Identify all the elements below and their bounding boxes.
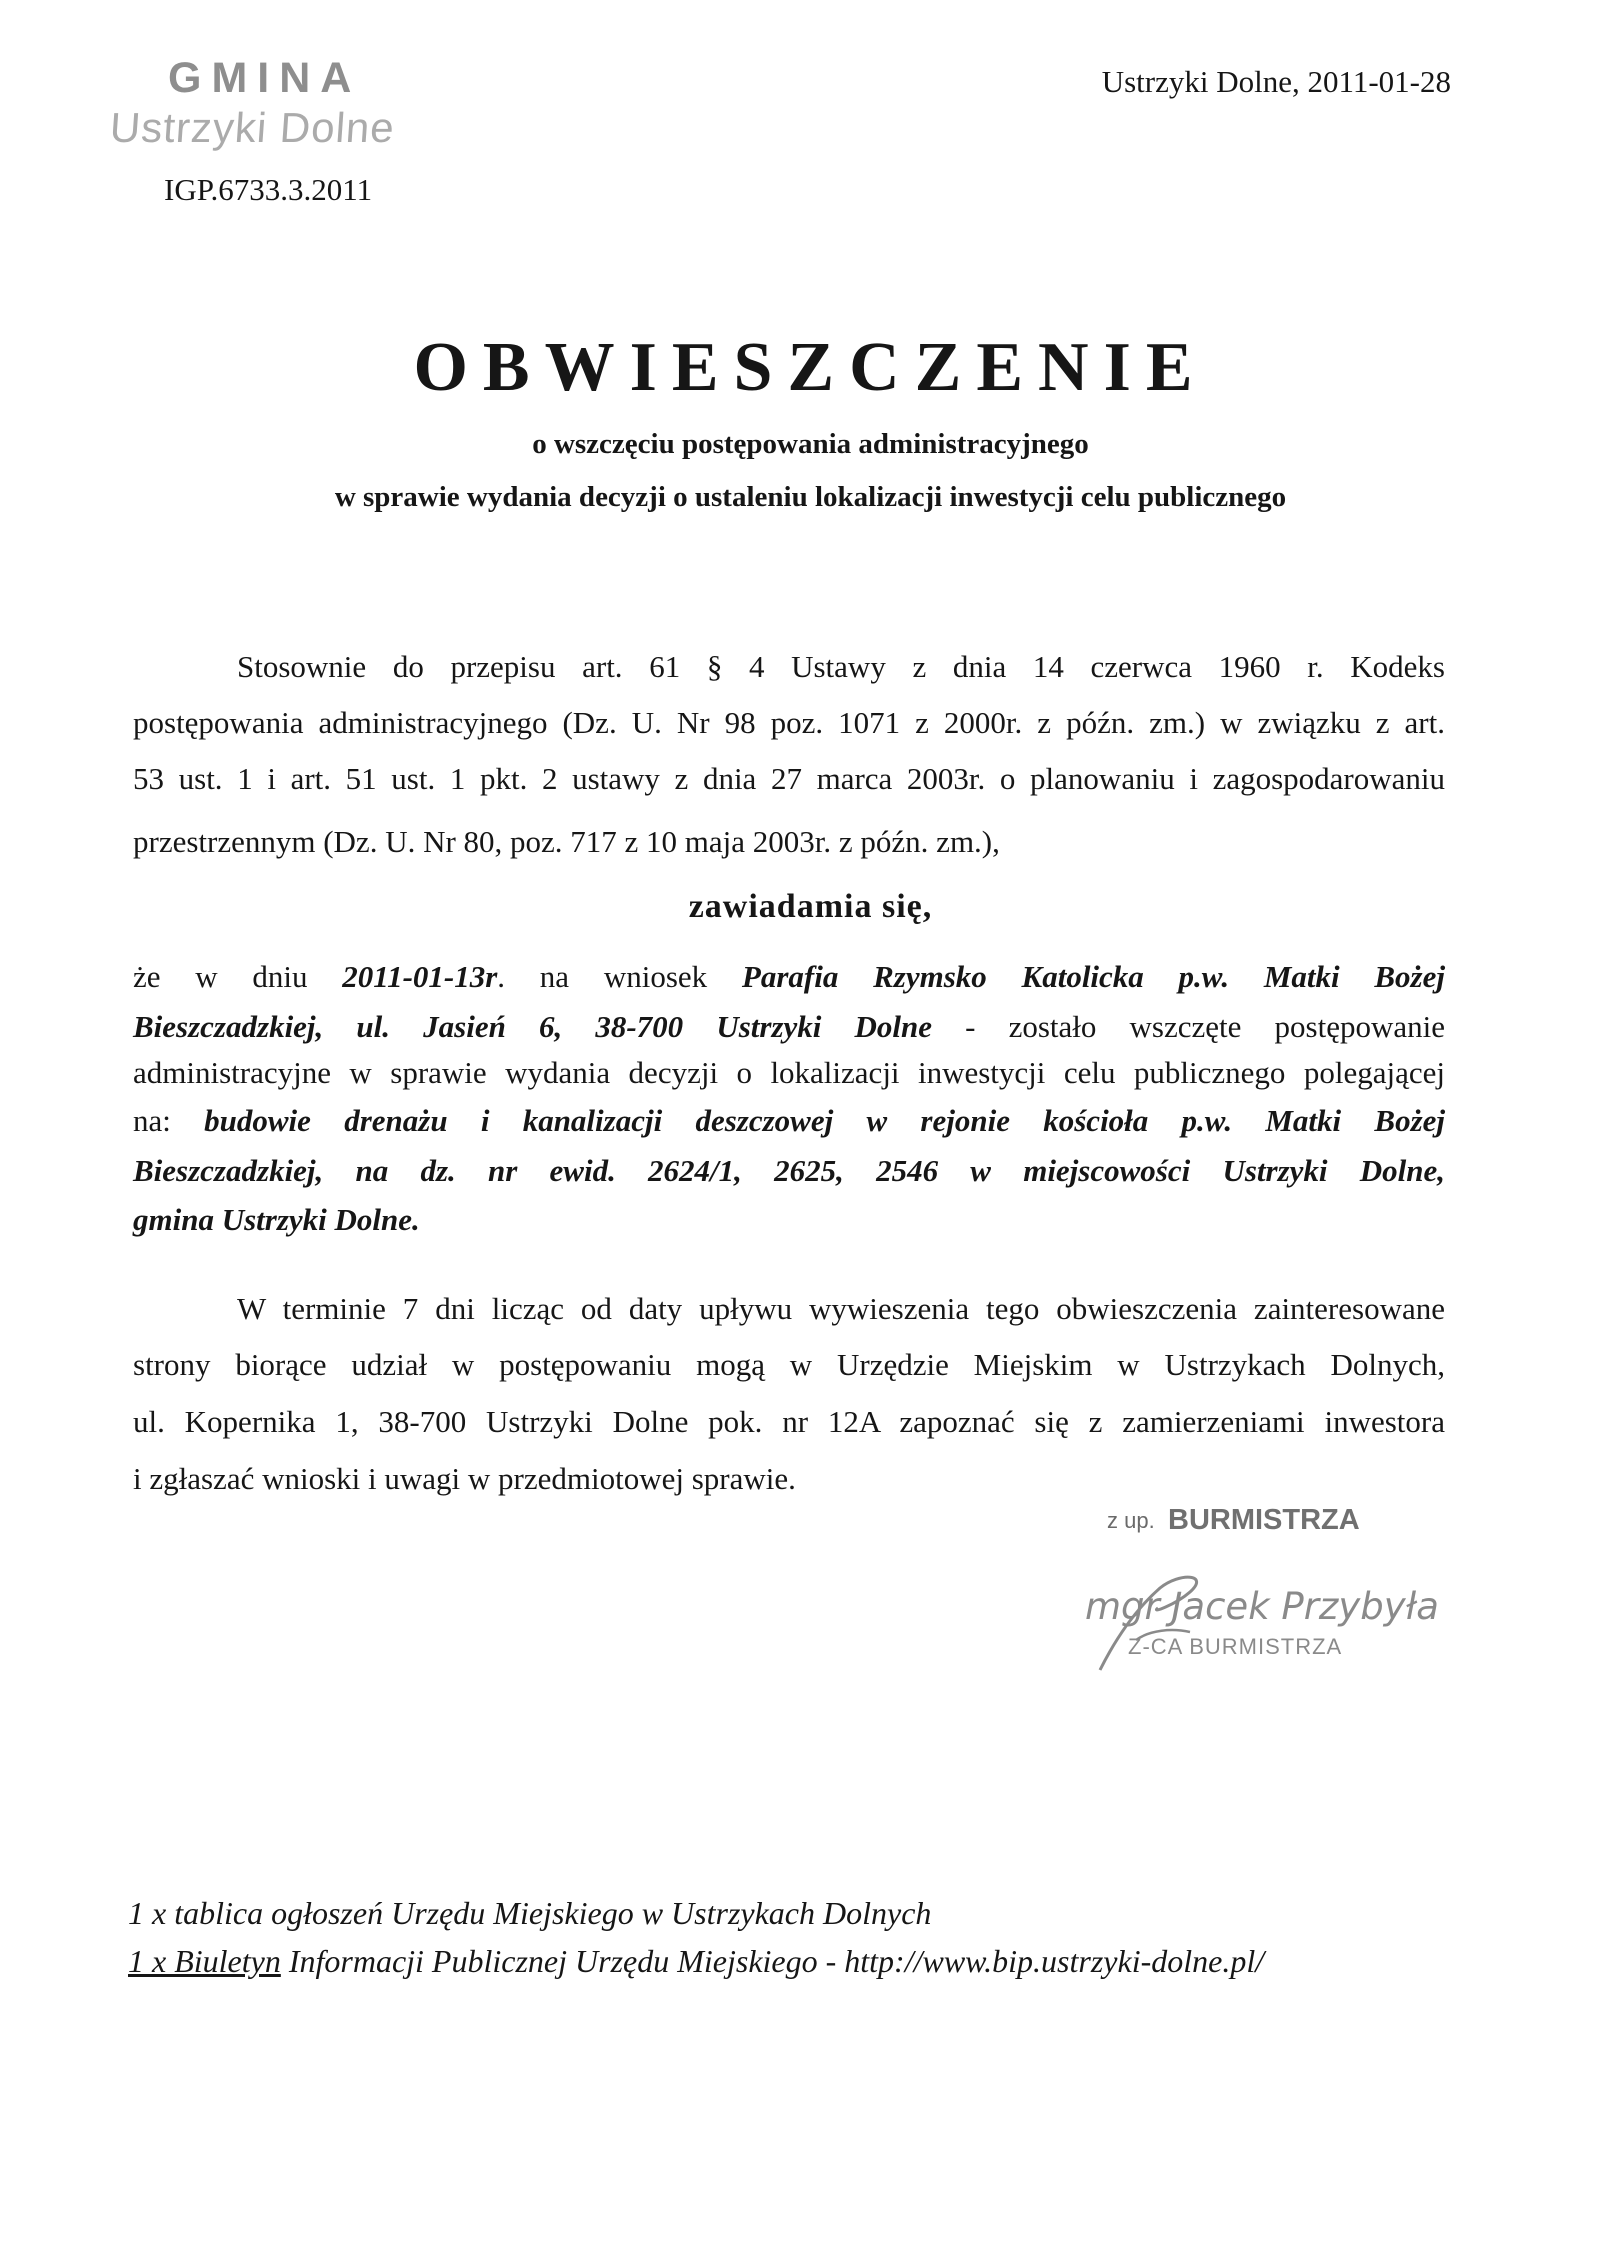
reference-number: IGP.6733.3.2011 [164, 172, 373, 207]
intro-line-3: 53 ust. 1 i art. 51 ust. 1 pkt. 2 ustawy z dnia 27 marca 2003r. o planowaniu i zagospodarowaniu [133, 761, 1445, 796]
deadline-line-1: W terminie 7 dni licząc od daty upływu wywieszenia tego obwieszczenia zainteresowane [237, 1291, 1445, 1326]
signatory-title: Z-CA BURMISTRZA [1128, 1634, 1343, 1659]
signatory-name: mgr Jacek Przybyła [1085, 1585, 1439, 1628]
deadline-line-3: ul. Kopernika 1, 38-700 Ustrzyki Dolne pok. nr 12A zapoznać się z zamierzeniami inwestora [133, 1404, 1445, 1439]
announcement-heading: zawiadamia się, [688, 888, 933, 925]
applicant-name: Parafia Rzymsko Katolicka p.w. Matki Bożej [741, 959, 1445, 994]
investment-scope-2: Bieszczadzkiej, na dz. nr ewid. 2624/1, 2625, 2546 w miejscowości Ustrzyki Dolne, [133, 1153, 1445, 1188]
investment-scope-3: gmina Ustrzyki Dolne. [133, 1202, 420, 1237]
application-date: 2011-01-13r [342, 959, 498, 994]
distribution-line-1: 1 x tablica ogłoszeń Urzędu Miejskiego w Ustrzykach Dolnych [128, 1895, 932, 1931]
notice-line-1 [133, 957, 1445, 997]
investment-prefix: na: [133, 1103, 205, 1138]
document-title: OBWIESZCZENIE [413, 329, 1208, 406]
notice-proceedings-text: - zostało wszczęte postępowanie [932, 1009, 1445, 1044]
intro-line-4: przestrzennym (Dz. U. Nr 80, poz. 717 z 10 maja 2003r. z późn. zm.), [133, 824, 1000, 859]
signature-prefix: z up. [1107, 1508, 1155, 1533]
distribution-line-2 [128, 1943, 1264, 1980]
investment-scope-1: budowie drenażu i kanalizacji deszczowej w rejonie kościoła p.w. Matki Bożej [204, 1103, 1446, 1138]
intro-line-1: Stosownie do przepisu art. 61 § 4 Ustawy z dnia 14 czerwca 1960 r. Kodeks [237, 649, 1445, 684]
notice-line-4 [133, 1101, 1445, 1141]
signature-role: BURMISTRZA [1168, 1504, 1360, 1536]
notice-request-text: . na wniosek [497, 959, 708, 994]
notice-line-6 [133, 1200, 1445, 1240]
notice-intro-text: że w dniu [133, 959, 308, 994]
place-and-date: Ustrzyki Dolne, 2011-01-28 [1101, 64, 1451, 99]
notice-line-2 [133, 1007, 1445, 1047]
document-subtitle-line2: w sprawie wydania decyzji o ustaleniu lokalizacji inwestycji celu publicznego [334, 481, 1287, 513]
document-subtitle-line1: o wszczęciu postępowania administracyjnego [532, 428, 1089, 460]
applicant-address: Bieszczadzkiej, ul. Jasień 6, 38-700 Ustrzyki Dolne [133, 1009, 933, 1044]
distribution-line-2-rest: Informacji Publicznej Urzędu Miejskiego - http://www.bip.ustrzyki-dolne.pl/ [280, 1943, 1265, 1979]
notice-line-5 [133, 1151, 1445, 1191]
deadline-line-2: strony biorące udział w postępowaniu mogą w Urzędzie Miejskim w Ustrzykach Dolnych, [133, 1347, 1445, 1382]
notice-line-3: administracyjne w sprawie wydania decyzji o lokalizacji inwestycji celu publicznego polegającej [133, 1055, 1445, 1090]
intro-line-2: postępowania administracyjnego (Dz. U. Nr 98 poz. 1071 z 2000r. z późn. zm.) w związku z art. [133, 705, 1445, 740]
municipality-stamp-town: Ustrzyki Dolne [108, 104, 397, 151]
municipality-stamp-title: GMINA [168, 54, 362, 102]
deadline-line-4: i zgłaszać wnioski i uwagi w przedmiotowej sprawie. [133, 1461, 796, 1496]
distribution-line-2-underlined: 1 x Biuletyn [128, 1943, 281, 1979]
